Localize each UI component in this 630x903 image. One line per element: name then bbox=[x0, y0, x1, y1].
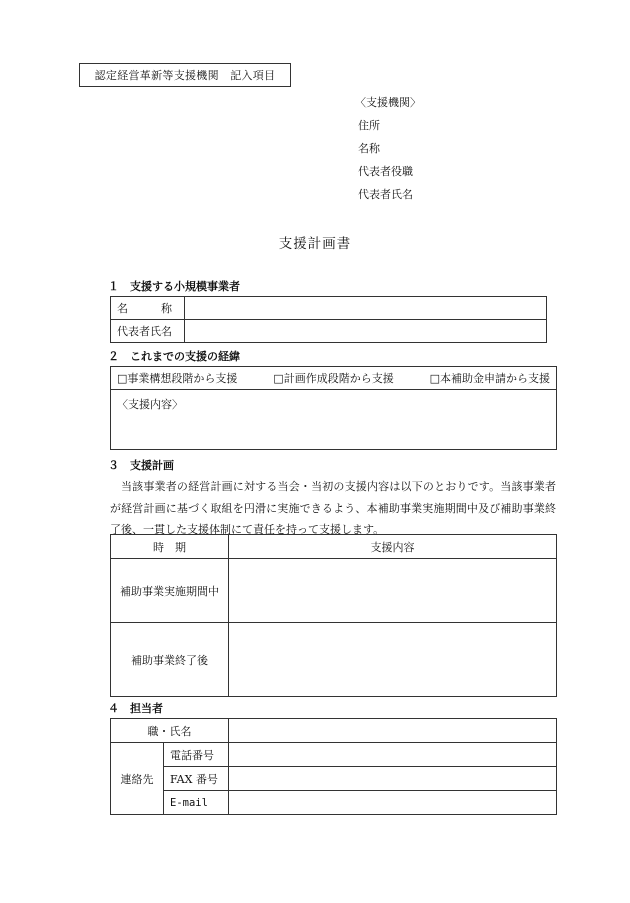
period-during-label: 補助事業実施期間中 bbox=[111, 559, 229, 623]
section4-title: 担当者 bbox=[130, 702, 163, 715]
org-name-label: 名称 bbox=[358, 142, 380, 155]
position-name-label: 職・氏名 bbox=[111, 719, 229, 743]
section4-number: ４ bbox=[108, 702, 119, 715]
section1-heading bbox=[108, 278, 240, 294]
support-plan-paragraph: 当該事業者の経営計画に対する当会・当初の支援内容は以下のとおりです。当該事業者が経営計画に基づく取組を円滑に実施できるよう、本補助事業実施期間中及び補助事業終了後、一貫した支援体制にて責任を持って支援します。 bbox=[110, 480, 556, 536]
table-row bbox=[111, 390, 557, 450]
document-title: 支援計画書 bbox=[278, 236, 352, 252]
table-row bbox=[111, 559, 557, 623]
option-planning-checkbox[interactable]: □計画作成段階から支援 bbox=[273, 372, 394, 385]
header-box: 認定経営革新等支援機関 記入項目 bbox=[79, 63, 291, 87]
org-rep-name-label: 代表者氏名 bbox=[358, 188, 413, 201]
content-after-field[interactable] bbox=[229, 623, 557, 697]
section2-title: これまでの支援の経緯 bbox=[130, 350, 240, 363]
section4-heading bbox=[108, 700, 163, 716]
table-row bbox=[111, 367, 557, 390]
section2-heading bbox=[108, 348, 240, 364]
section3-number: ３ bbox=[108, 459, 119, 472]
section1-number: １ bbox=[108, 280, 119, 293]
table-row bbox=[111, 791, 557, 815]
plan-table bbox=[110, 534, 557, 697]
col-period-header: 時 期 bbox=[111, 535, 229, 559]
phone-field[interactable] bbox=[229, 743, 557, 767]
table-row bbox=[111, 320, 547, 343]
business-rep-field[interactable] bbox=[185, 320, 547, 343]
table-row bbox=[111, 767, 557, 791]
section3-title: 支援計画 bbox=[130, 459, 174, 472]
option-application-checkbox[interactable]: □本補助金申請から支援 bbox=[429, 372, 550, 385]
fax-field[interactable] bbox=[229, 767, 557, 791]
history-table bbox=[110, 366, 557, 450]
col-content-header: 支援内容 bbox=[229, 535, 557, 559]
business-name-label: 名 称 bbox=[111, 297, 185, 320]
contact-label: 連絡先 bbox=[111, 743, 164, 815]
section2-number: ２ bbox=[108, 350, 119, 363]
email-label: E-mail bbox=[164, 791, 229, 815]
section3-heading bbox=[108, 457, 174, 473]
history-content-cell[interactable] bbox=[111, 390, 557, 450]
phone-label: 電話番号 bbox=[164, 743, 229, 767]
email-field[interactable] bbox=[229, 791, 557, 815]
option-concept-checkbox[interactable]: □事業構想段階から支援 bbox=[117, 372, 238, 385]
business-rep-label: 代表者氏名 bbox=[111, 320, 185, 343]
table-row bbox=[111, 743, 557, 767]
business-name-field[interactable] bbox=[185, 297, 547, 320]
org-address-label: 住所 bbox=[358, 119, 380, 132]
history-content-label: 〈支援内容〉 bbox=[117, 398, 183, 411]
table-row bbox=[111, 719, 557, 743]
period-after-label: 補助事業終了後 bbox=[111, 623, 229, 697]
org-label: 〈支援機関〉 bbox=[355, 96, 421, 109]
section1-title: 支援する小規模事業者 bbox=[130, 280, 240, 293]
business-table bbox=[110, 296, 547, 343]
table-row bbox=[111, 623, 557, 697]
position-name-field[interactable] bbox=[229, 719, 557, 743]
org-rep-title-label: 代表者役職 bbox=[358, 165, 413, 178]
fax-label: FAX 番号 bbox=[164, 767, 229, 791]
table-row bbox=[111, 535, 557, 559]
content-during-field[interactable] bbox=[229, 559, 557, 623]
history-options-cell bbox=[111, 367, 557, 390]
contact-table bbox=[110, 718, 557, 815]
table-row bbox=[111, 297, 547, 320]
